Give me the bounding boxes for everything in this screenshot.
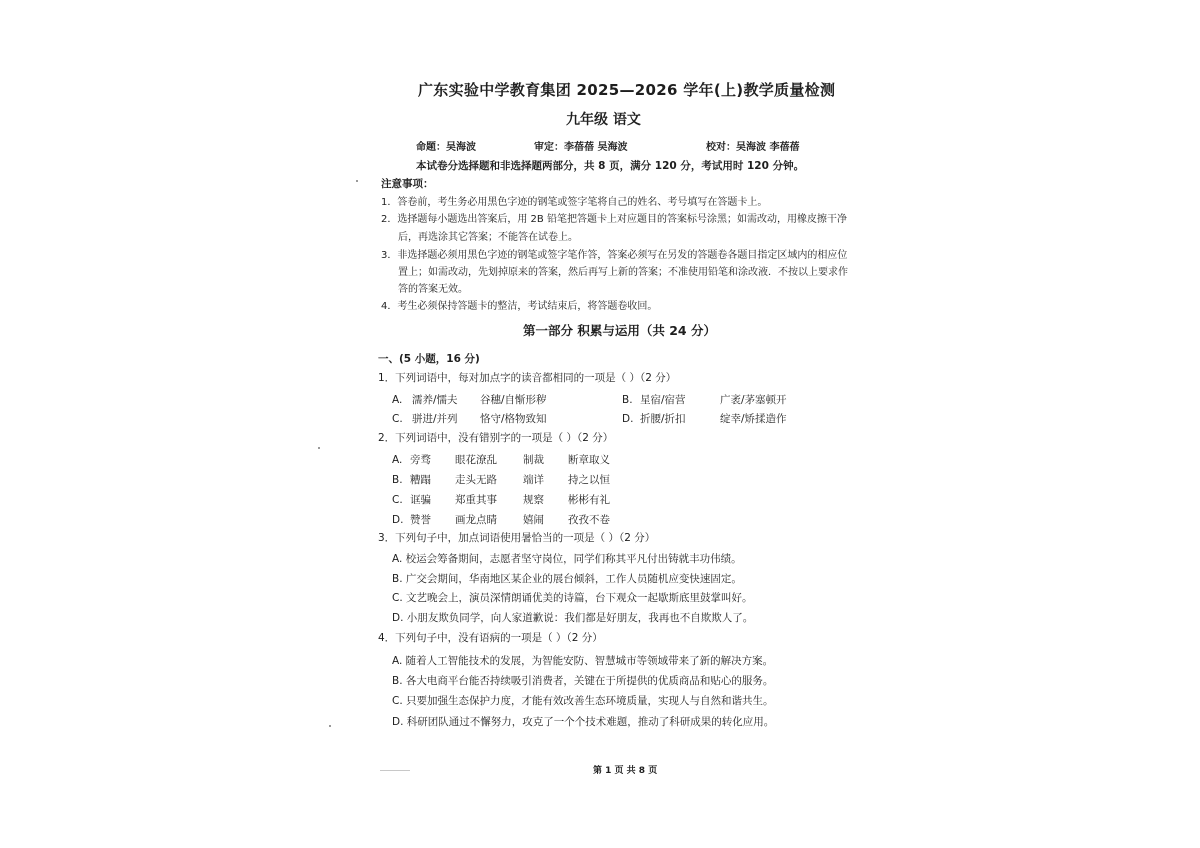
scan-speck [356,180,358,182]
notice-item: 3．非选择题必须用黑色字迹的钢笔或签字笔作答，答案必须写在另发的答题卷各题目指定区域内的相应位 [381,250,848,261]
part-heading: 第一部分 积累与运用（共 24 分） [523,323,716,338]
exam-subtitle: 九年级 语文 [566,112,641,128]
q2-option-c: C. 诓骗 郑重其事 规察 彬彬有礼 [392,494,610,506]
exam-title: 广东实验中学教育集团 2025—2026 学年(上)教学质量检测 [418,81,836,99]
q3-option-b: B. 广交会期间，华南地区某企业的展台倾斜，工作人员随机应变快速固定。 [392,573,742,585]
q1-option-c: C. 骈进/并列 恪守/格物致知 [392,413,547,425]
reviewer-label: 审定：李蓓蓓 吴海波 [534,142,628,153]
exam-intro: 本试卷分选择题和非选择题两部分，共 8 页，满分 120 分，考试用时 120 分钟。 [416,160,805,172]
q3-option-a: A. 校运会筹备期间，志愿者坚守岗位，同学们称其平凡付出铸就丰功伟绩。 [392,553,742,565]
q1-option-a: A. 濡养/懦夫 谷穗/自惭形秽 [392,394,547,406]
proofreader-label: 校对：吴海波 李蓓蓓 [706,142,800,153]
q3-option-d: D. 小朋友欺负同学，向人家道歉说：我们都是好朋友，我再也不自欺欺人了。 [392,612,754,624]
q4-option-a: A. 随着人工智能技术的发展，为智能安防、智慧城市等领域带来了新的解决方案。 [392,655,774,667]
notice-heading: 注意事项： [381,178,434,190]
proposer-label: 命题：吴海波 [416,142,476,153]
scan-speck [318,447,320,449]
q2-option-b: B. 糟蹋 走头无路 端详 持之以恒 [392,474,610,486]
q4-option-c: C. 只要加强生态保护力度，才能有效改善生态环境质量，实现人与自然和谐共生。 [392,695,774,707]
q2-option-a: A. 旁骛 眼花潦乱 制裁 断章取义 [392,454,610,466]
q2-option-d: D. 赞誉 画龙点睛 嬉闹 孜孜不卷 [392,514,610,526]
question-4-stem: 4．下列句子中，没有语病的一项是（ ）（2 分） [378,632,603,644]
notice-item: 4．考生必须保持答题卡的整洁，考试结束后，将答题卷收回。 [381,301,658,312]
notice-item: 答的答案无效。 [398,284,468,295]
q4-option-b: B. 各大电商平台能否持续吸引消费者，关键在于所提供的优质商品和贴心的服务。 [392,675,774,687]
q1-option-b: B. 星宿/宿营 广袤/茅塞顿开 [622,394,787,406]
scan-speck [380,770,410,771]
q1-option-d: D. 折腰/折扣 绽幸/矫揉造作 [622,413,787,425]
question-3-stem: 3．下列句子中，加点词语使用暑恰当的一项是（ ）（2 分） [378,532,656,544]
scan-speck [329,725,331,727]
q3-option-c: C. 文艺晚会上，演员深情朗诵优美的诗篇，台下观众一起歇斯底里鼓掌叫好。 [392,592,753,604]
page-number: 第 1 页 共 8 页 [593,766,658,776]
notice-item: 置上；如需改动，先划掉原来的答案，然后再写上新的答案；不准使用铅笔和涂改液．不按以上要求作 [398,267,848,278]
notice-item: 后，再选涂其它答案；不能答在试卷上。 [398,232,578,243]
q4-option-d: D. 科研团队通过不懈努力，攻克了一个个技术难题，推动了科研成果的转化应用。 [392,716,775,728]
notice-item: 2．选择题每小题选出答案后，用 2B 铅笔把答题卡上对应题目的答案标号涂黑；如需改动，用橡皮擦干净 [381,214,847,225]
section-heading: 一、(5 小题，16 分) [378,353,480,365]
question-2-stem: 2．下列词语中，没有错别字的一项是（ ）（2 分） [378,432,614,444]
notice-item: 1．答卷前，考生务必用黑色字迹的钢笔或签字笔将自己的姓名、考号填写在答题卡上。 [381,197,768,208]
question-1-stem: 1．下列词语中，每对加点字的读音都相同的一项是（ ）（2 分） [378,372,677,384]
